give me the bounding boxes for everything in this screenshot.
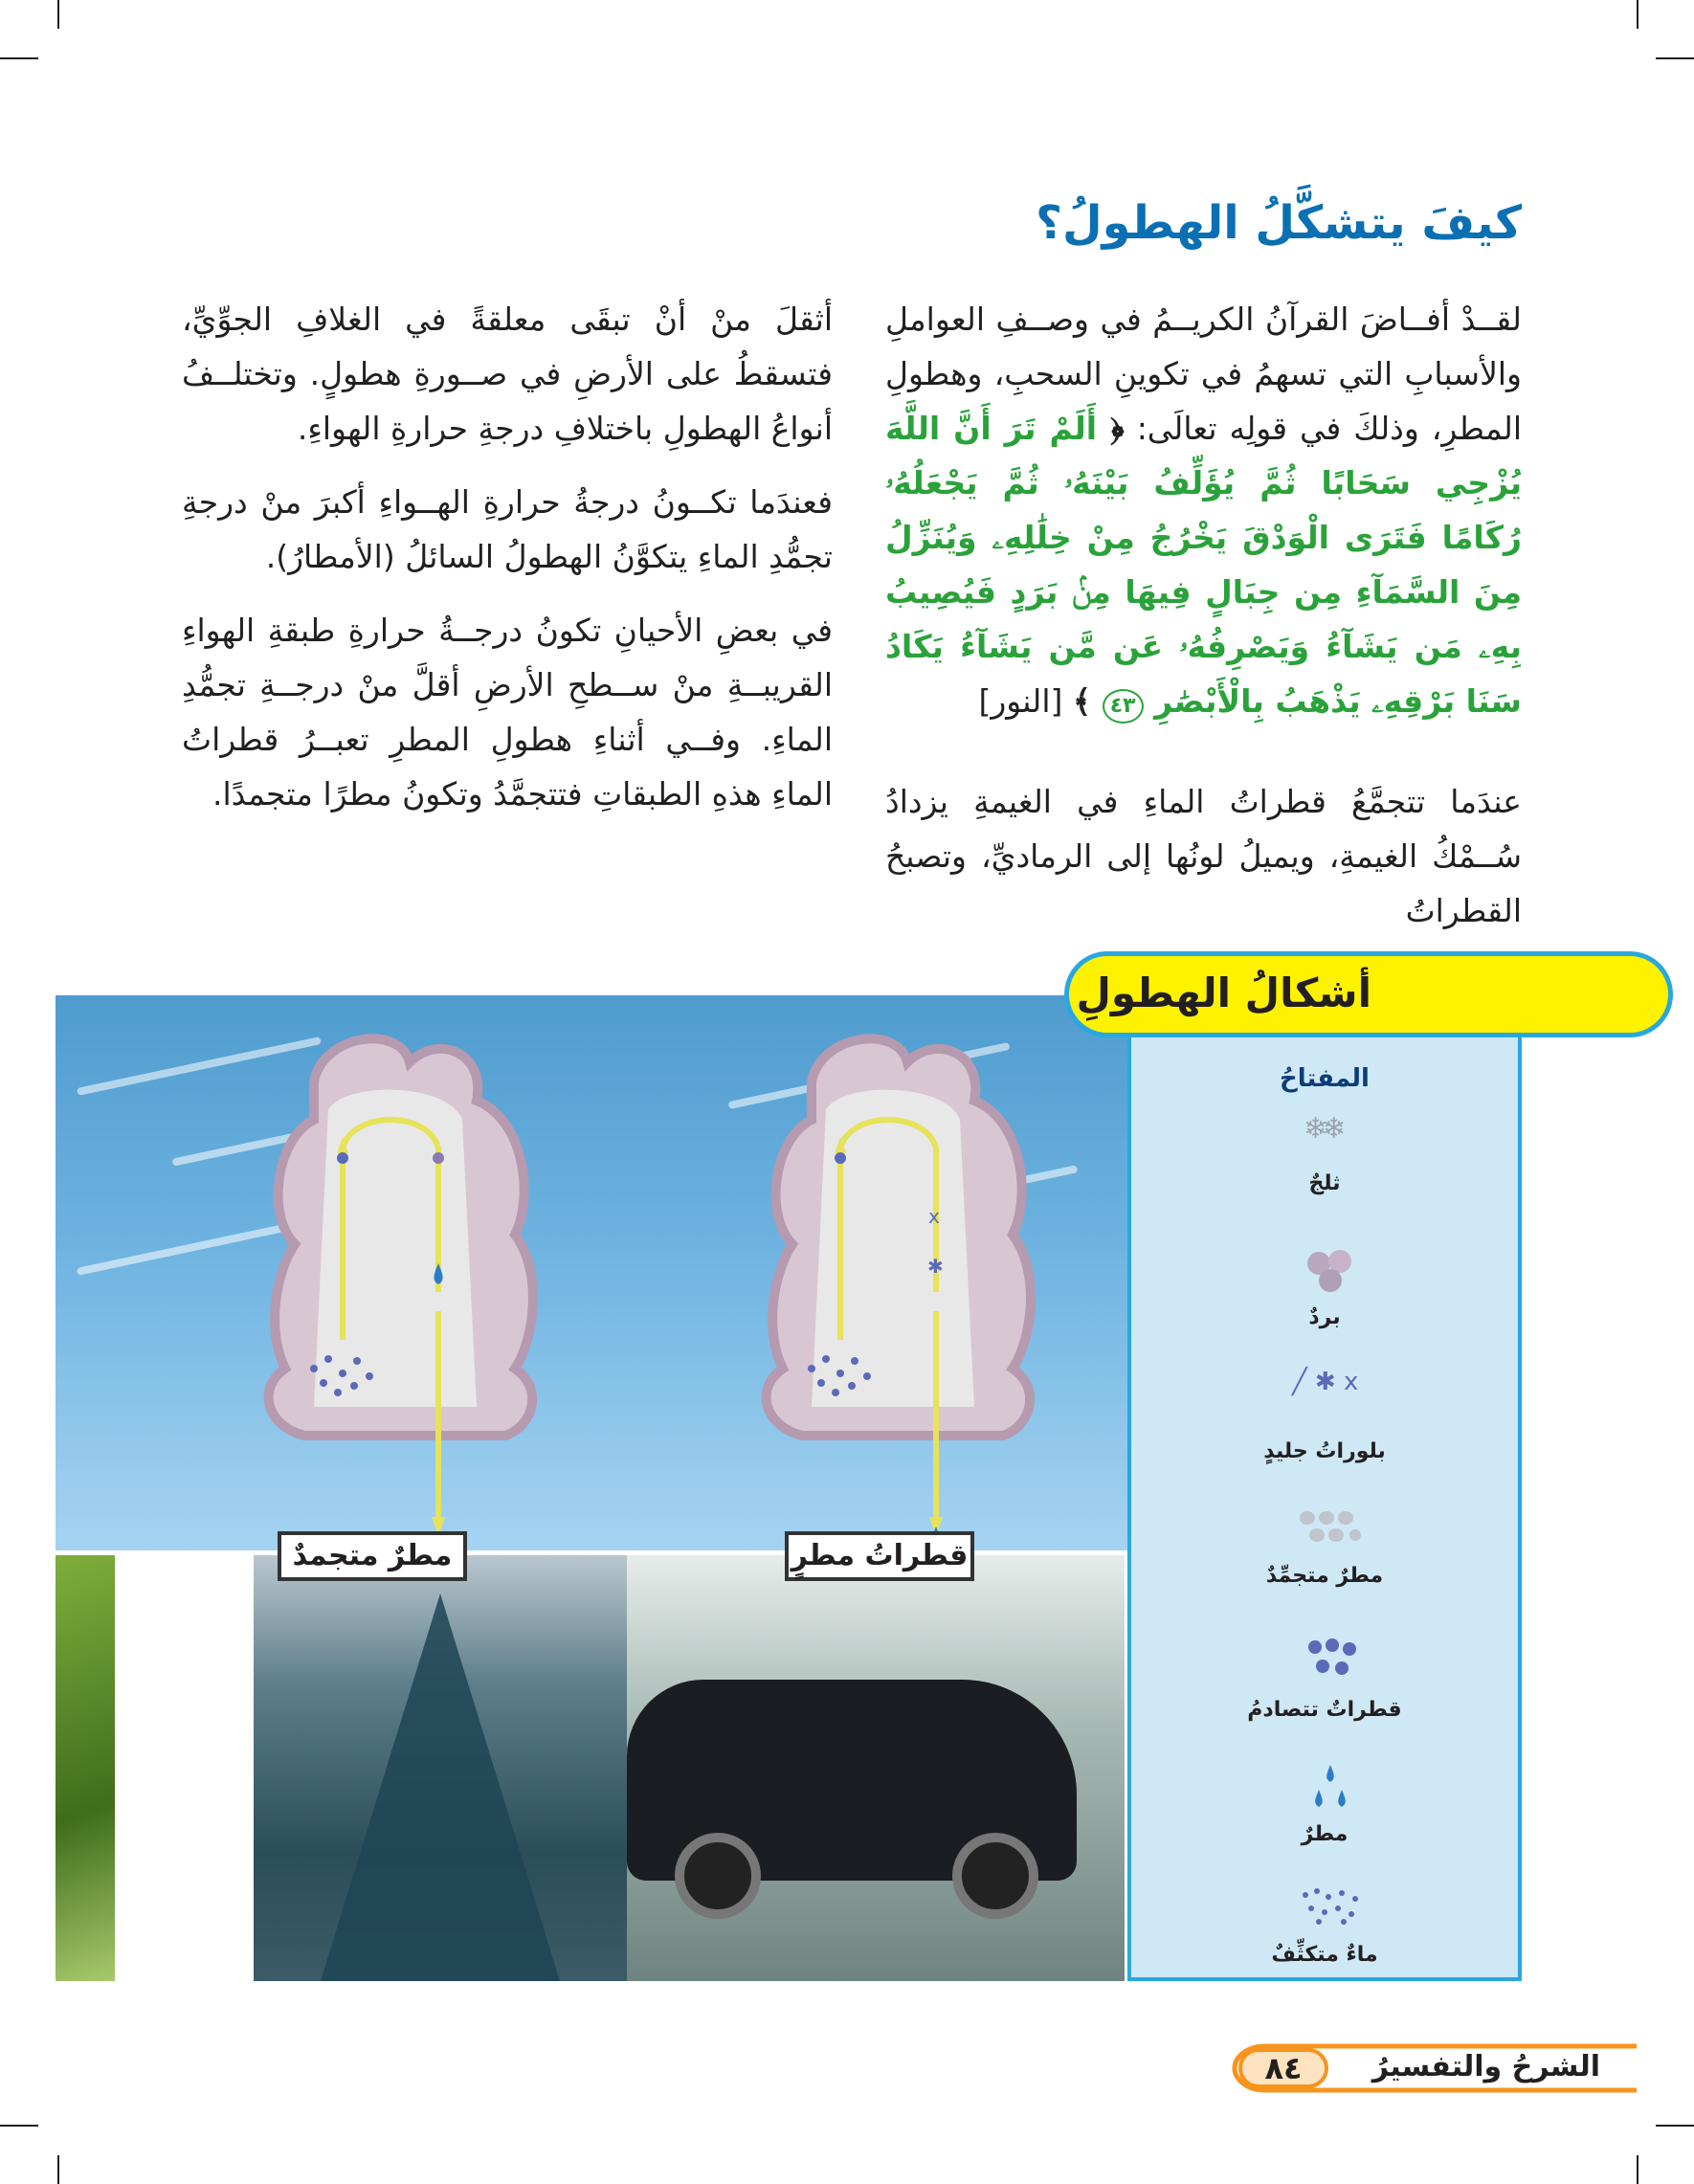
legend-label-snow: ثلجٌ xyxy=(1308,1171,1341,1195)
car-wheel xyxy=(675,1833,761,1919)
crop-mark xyxy=(1656,2125,1694,2127)
page-number: ٨٤ xyxy=(1264,2050,1303,2086)
page-footer xyxy=(1227,2039,1638,2098)
crop-mark xyxy=(1637,2155,1638,2184)
crop-mark xyxy=(57,0,59,29)
car-wheel xyxy=(952,1833,1038,1919)
paragraph: عندَما تتجمَّعُ قطراتُ الماءِ في الغيمةِ يزدادُ سُــمْكُ الغيمةِ، ويميلُ لونُها إلى الرماديِّ، وتصبحُ القطراتُ xyxy=(885,783,1522,929)
rain-icon xyxy=(1309,1765,1351,1820)
surah-reference: [النور] xyxy=(978,682,1063,720)
car-photo xyxy=(627,1555,1125,1981)
svg-text:x: x xyxy=(928,1205,940,1228)
label-raindrops: قطراتُ مطرٍ xyxy=(785,1531,974,1581)
crop-mark xyxy=(1637,0,1638,29)
tree-shape xyxy=(321,1593,560,1981)
hail-icon xyxy=(1302,1248,1359,1298)
snow-icon: ❄❄ xyxy=(1304,1112,1341,1146)
paragraph: فعندَما تكــونُ درجةُ حرارةِ الهــواءِ أكبرَ منْ درجةِ تجمُّدِ الماءِ يتكوَّنُ الهطولُ السائلُ (الأمطارُ). xyxy=(182,483,833,575)
crop-mark xyxy=(57,2155,59,2184)
paragraph: أثقلَ منْ أنْ تبقَى معلقةً في الغلافِ الجوِّيِّ، فتسقطُ على الأرضِ في صــورةِ هطولٍ. وتختلــفُ أنواعُ الهطولِ باختلافِ درجةِ حرارةِ الهواءِ. xyxy=(182,301,833,447)
legend-panel xyxy=(1127,1034,1522,1981)
quran-close-bracket: ﴾ xyxy=(1072,682,1092,720)
crop-mark xyxy=(0,57,38,59)
legend-label-hail: بردٌ xyxy=(1308,1305,1341,1329)
footer-section-title: الشرحُ والتفسيرُ xyxy=(1371,2050,1600,2084)
quran-verse xyxy=(885,410,1522,720)
legend-label-colliding-drops: قطراتٌ تتصادمُ xyxy=(1247,1698,1402,1722)
legend-label-ice-crystals: بلوراتُ جليدٍ xyxy=(1263,1439,1386,1463)
paragraph-intro: لقــدْ أفــاضَ القرآنُ الكريــمُ في وصــفِ العواملِ والأسبابِ التي تسهمُ في تكوينِ السحبِ، وهطولِ المطرِ، وذلكَ في قولِه تعالَى: xyxy=(885,301,1522,447)
sky-illustration xyxy=(56,995,1129,1550)
quran-text: أَلَمْ تَرَ أَنَّ اللَّهَ يُزْجِي سَحَابًا ثُمَّ يُؤَلِّفُ بَيْنَهُۥ ثُمَّ يَجْعَلُهُۥ رُكَامًا فَتَرَى الْوَدْقَ يَخْرُجُ مِنْ خِلَٰلِهِۦ وَيُنَزِّلُ مِنَ السَّمَآءِ مِن جِبَالٍ فِيهَا مِنۢ بَرَدٍ فَيُصِيبُ بِهِۦ مَن يَشَآءُ وَيَصْرِفُهُۥ عَن مَّن يَشَآءُ يَكَادُ سَنَا بَرْقِهِۦ يَذْهَبُ بِالْأَبْصَٰرِ xyxy=(885,410,1522,720)
cloud-diagram-frozen-rain xyxy=(247,1024,553,1550)
colliding-drops-icon xyxy=(1304,1636,1361,1687)
paragraph: في بعضِ الأحيانِ تكونُ درجــةُ حرارةِ طبقةِ الهواءِ القريبــةِ منْ ســطحِ الأرضِ أقلَّ منْ درجــةِ تجمُّدِ الماءِ. وفــي أثناءِ هطولِ المطرِ تعبــرُ قطراتُ الماءِ هذهِ الطبقاتِ فتتجمَّدُ وتكونُ مطرًا متجمدًا. xyxy=(182,612,833,813)
label-frozen-rain: مطرٌ متجمدٌ xyxy=(278,1531,467,1581)
condensed-water-icon xyxy=(1300,1887,1363,1929)
legend-label-frozen-rain: مطرٌ متجمِّدٌ xyxy=(1265,1564,1384,1588)
page-title: كيفَ يتشكَّلُ الهطولُ؟ xyxy=(1036,196,1522,250)
legend-label-rain: مطرٌ xyxy=(1301,1822,1349,1846)
right-column xyxy=(885,292,1522,957)
quran-open-bracket: ﴿ xyxy=(1110,410,1125,447)
sleet-icon xyxy=(1296,1506,1363,1552)
cloud-diagram-raindrops xyxy=(745,1024,1051,1550)
legend-title: المفتاحُ xyxy=(1280,1064,1370,1093)
svg-text:✱: ✱ xyxy=(927,1255,944,1278)
crop-mark xyxy=(0,2125,38,2127)
crop-mark xyxy=(1656,57,1694,59)
verse-number: ٤٣ xyxy=(1103,689,1144,724)
left-column xyxy=(182,292,833,840)
ice-crystals-icon: ╱ ✱ x xyxy=(1292,1368,1359,1396)
paragraph xyxy=(885,292,1522,728)
legend-label-condensed-water: ماءٌ متكثِّفٌ xyxy=(1271,1943,1378,1967)
figure-title: أشكالُ الهطولِ xyxy=(1076,969,1371,1016)
tree-photo xyxy=(254,1555,627,1981)
plant-photo xyxy=(56,1555,115,1981)
figure-title-banner xyxy=(1064,951,1673,1037)
